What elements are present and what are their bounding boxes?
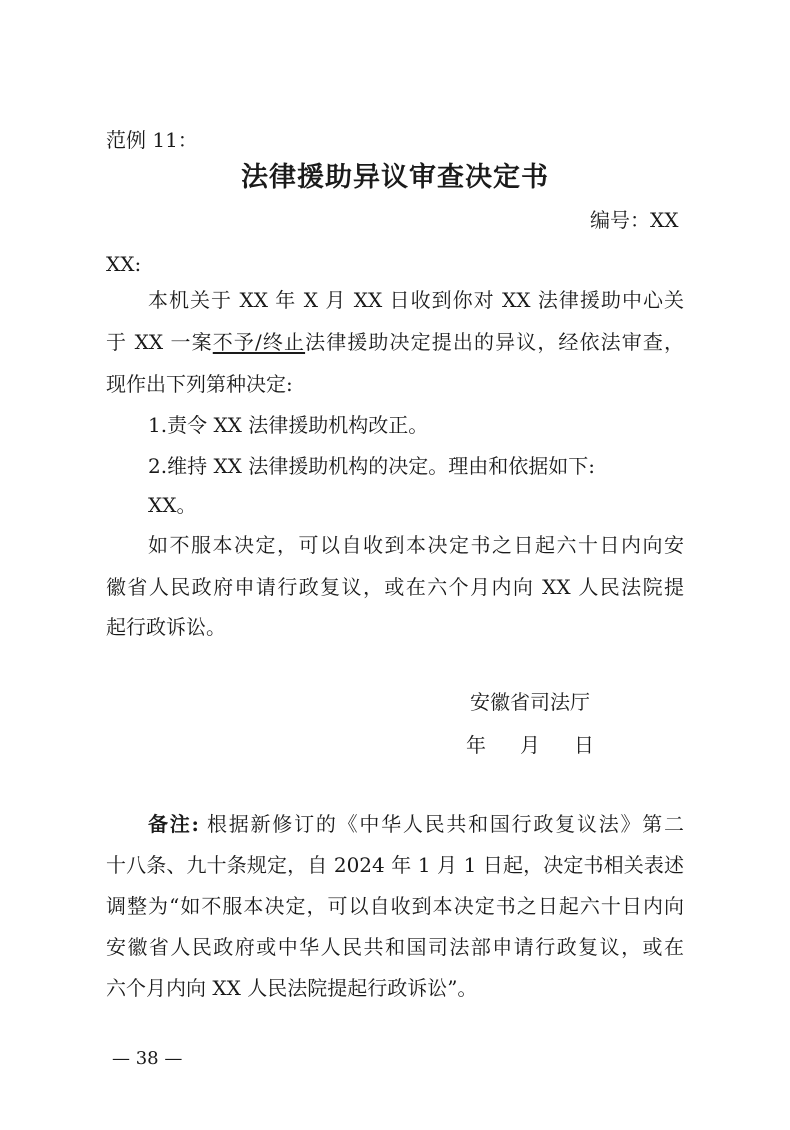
- body-para2-line2: 徽省人民政府申请行政复议，或在六个月内向 XX 人民法院提: [106, 575, 684, 599]
- body-para1-line3: 现作出下列第种决定:: [106, 372, 293, 396]
- page-number: — 38 —: [112, 1048, 183, 1069]
- salutation: XX:: [106, 252, 142, 276]
- note-line3: 调整为“如不服本决定，可以自收到本决定书之日起六十日内向: [106, 894, 684, 918]
- body-text: 法律援助决定提出的异议，经依法审查，: [305, 330, 684, 354]
- body-para1-line2: [106, 328, 684, 356]
- note-label: 备注:: [148, 812, 199, 836]
- body-para2-line1: 如不服本决定，可以自收到本决定书之日起六十日内向安: [148, 533, 684, 557]
- document-number: 编号：XX: [590, 208, 679, 232]
- document-title: 法律援助异议审查决定书: [241, 162, 549, 193]
- reasons-text: XX。: [148, 493, 197, 517]
- signature-organization: 安徽省司法厅: [470, 690, 590, 714]
- note-line2: 十八条、九十条规定，自 2024 年 1 月 1 日起，决定书相关表述: [106, 853, 684, 877]
- note-line4: 安徽省人民政府或中华人民共和国司法部申请行政复议，或在: [106, 935, 684, 959]
- note-line1: [148, 810, 684, 838]
- example-label: 范例 11：: [106, 128, 198, 152]
- body-para1-line1: 本机关于 XX 年 X 月 XX 日收到你对 XX 法律援助中心关: [148, 288, 684, 312]
- decision-option-1: 1.责令 XX 法律援助机构改正。: [148, 413, 429, 437]
- signature-date: 年月日: [466, 733, 628, 757]
- body-text: 于 XX 一案: [106, 330, 213, 354]
- underlined-options: 不予/终止: [212, 330, 306, 354]
- note-text: 根据新修订的《中华人民共和国行政复议法》第二: [207, 812, 684, 836]
- note-line5: 六个月内向 XX 人民法院提起行政诉讼”。: [106, 976, 478, 1000]
- body-para2-line3: 起行政诉讼。: [106, 615, 226, 639]
- decision-option-2: 2.维持 XX 法律援助机构的决定。理由和依据如下:: [148, 454, 596, 478]
